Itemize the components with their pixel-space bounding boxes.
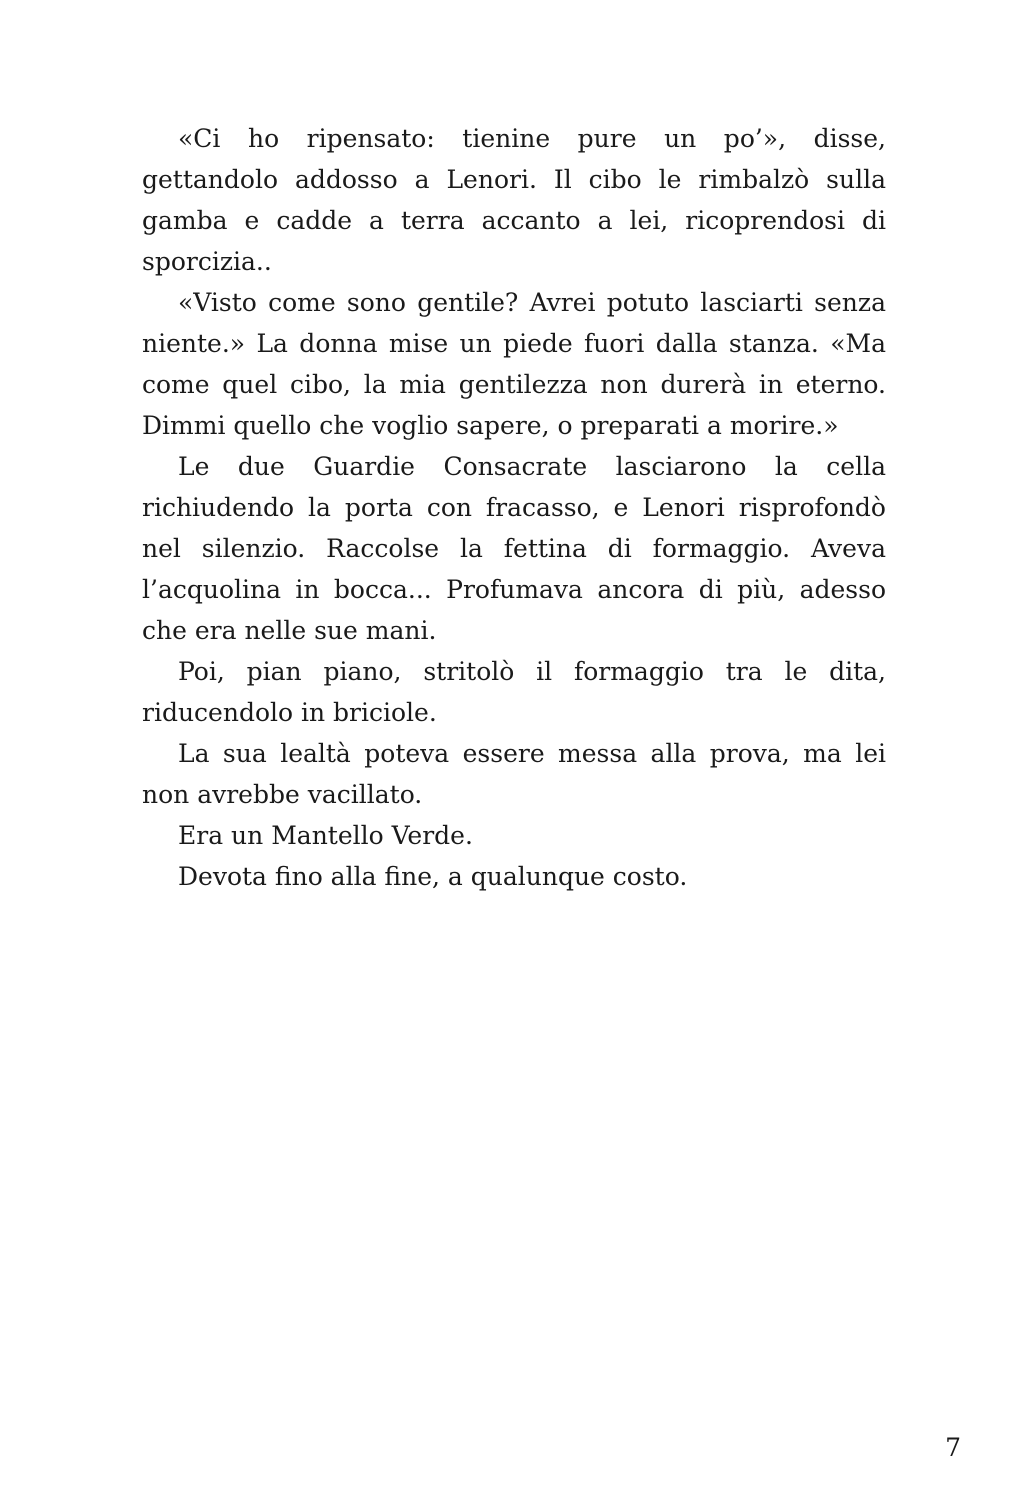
paragraph: La sua lealtà poteva essere messa alla prova, ma lei non avrebbe vacillato. xyxy=(142,739,886,809)
page-number: 7 xyxy=(945,1433,961,1462)
paragraph: «Visto come sono gentile? Avrei potuto lasciarti senza niente.» La donna mise un piede fuori dalla stanza. «Ma come quel cibo, la mia gentilezza non durerà in eterno. Dimmi quello che voglio sapere, o preparati a morire.» xyxy=(142,288,886,440)
paragraph: Le due Guardie Consacrate lasciarono la cella richiudendo la porta con fracasso, e Lenori risprofondò nel silenzio. Raccolse la fettina di formaggio. Aveva l’acquolina in bocca... Profumava ancora di più, adesso che era nelle sue mani. xyxy=(142,452,886,645)
paragraph: Devota fino alla fine, a qualunque costo. xyxy=(178,862,688,891)
paragraph: «Ci ho ripensato: tienine pure un po’», disse, gettandolo addosso a Lenori. Il cibo le rimbalzò sulla gamba e cadde a terra accanto a lei, ricoprendosi di sporcizia.. xyxy=(142,124,886,276)
paragraph: Poi, pian piano, stritolò il formaggio tra le dita, riducendolo in briciole. xyxy=(142,657,886,727)
paragraph: Era un Mantello Verde. xyxy=(178,821,473,850)
body-text xyxy=(142,118,886,897)
